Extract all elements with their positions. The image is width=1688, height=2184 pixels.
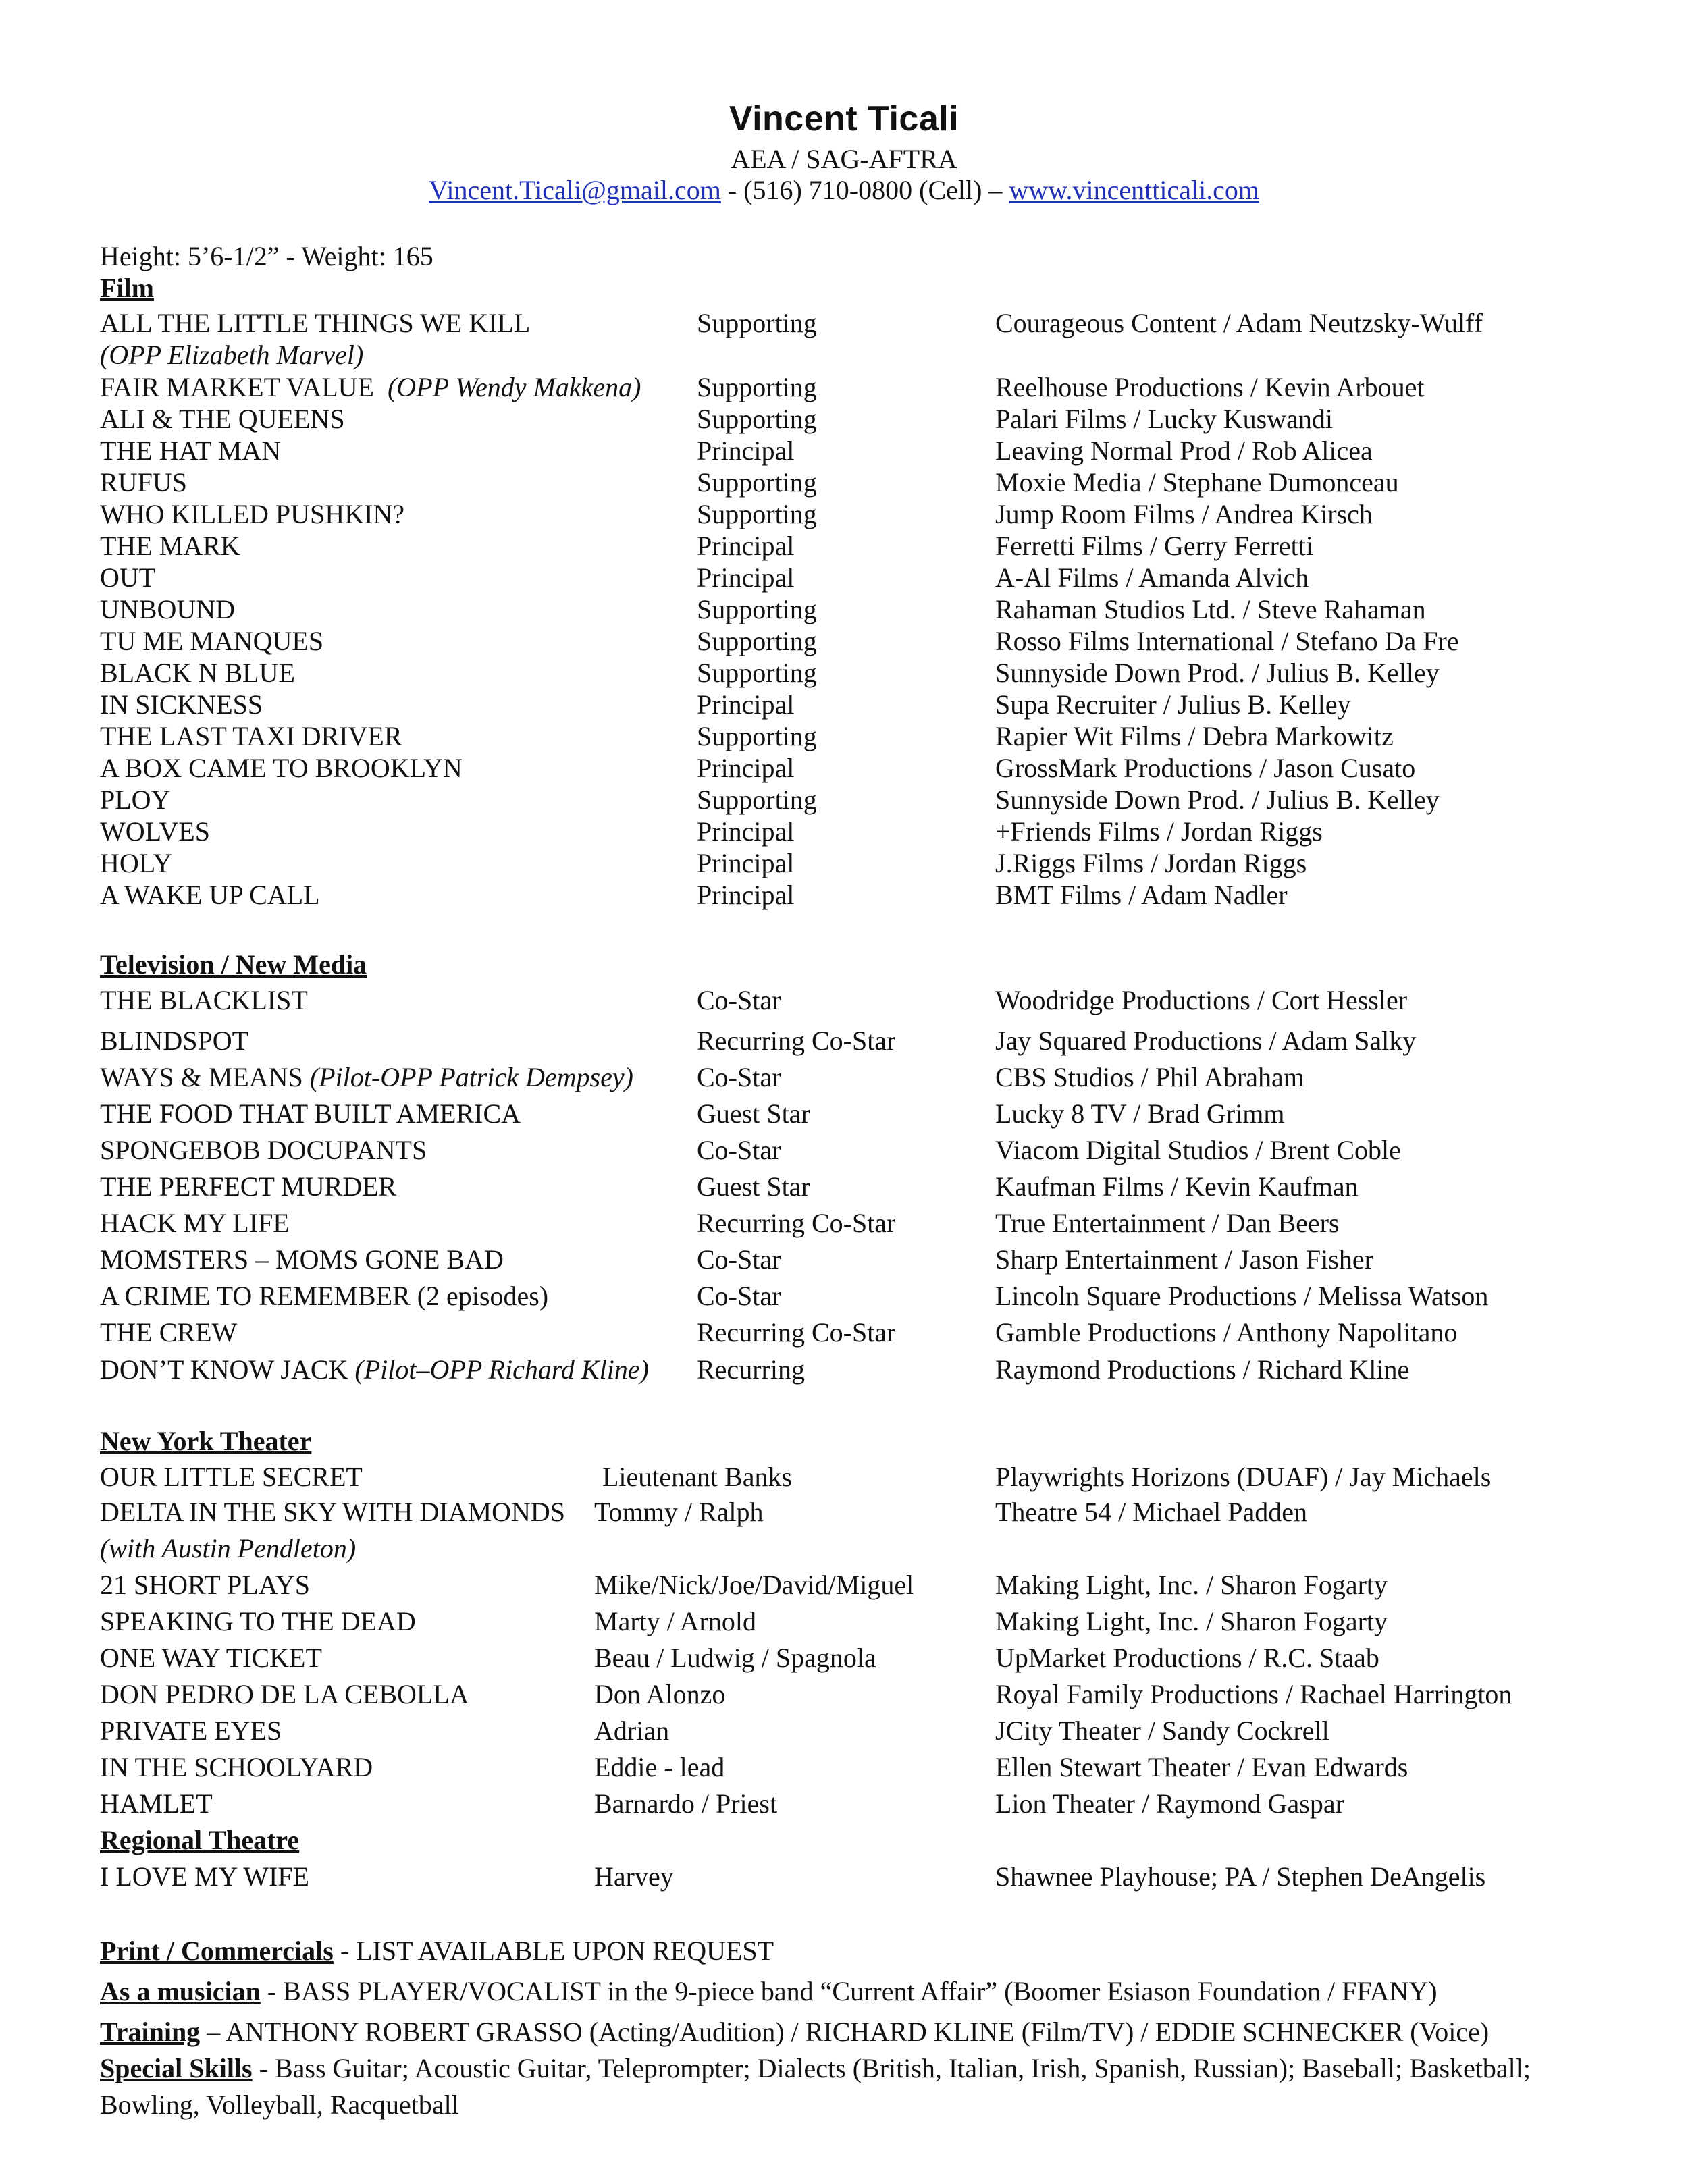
tv-note: (Pilot-OPP Patrick Dempsey) [309,1062,633,1092]
contact-line [0,174,1688,206]
theater-role: Beau / Ludwig / Spagnola [594,1643,876,1673]
film-role: Supporting [697,308,817,338]
film-title: FAIR MARKET VALUE [100,372,374,402]
film-role: Supporting [697,626,817,656]
theater-role: Eddie - lead [594,1752,725,1782]
theater-title: DELTA IN THE SKY WITH DIAMONDS [100,1497,566,1527]
theater-role: Barnardo / Priest [594,1788,778,1819]
tv-company: Viacom Digital Studios / Brent Coble [995,1135,1401,1165]
theater-title: HAMLET [100,1788,213,1819]
tv-row [0,984,1688,1017]
film-row [0,816,1688,848]
theater-company: Lion Theater / Raymond Gaspar [995,1788,1344,1819]
film-title-with-note [100,371,641,403]
film-row [0,657,1688,689]
section-heading-regional: Regional Theatre [100,1825,300,1855]
tv-role: Guest Star [697,1098,810,1129]
film-role: Principal [697,689,795,720]
tv-role: Recurring Co-Star [697,1026,896,1056]
film-row [0,403,1688,435]
film-title: WHO KILLED PUSHKIN? [100,499,405,529]
tv-company: CBS Studios / Phil Abraham [995,1062,1304,1092]
theater-company: Ellen Stewart Theater / Evan Edwards [995,1752,1408,1782]
tv-title: A CRIME TO REMEMBER (2 episodes) [100,1281,549,1311]
theater-note: (with Austin Pendleton) [100,1533,357,1564]
theater-role: Marty / Arnold [594,1606,756,1636]
film-title: THE LAST TAXI DRIVER [100,721,402,751]
theater-title: DON PEDRO DE LA CEBOLLA [100,1679,469,1709]
training-line [100,2016,1592,2048]
tv-role: Co-Star [697,1244,781,1275]
film-role: Principal [697,435,795,466]
tv-title: BLINDSPOT [100,1026,249,1056]
regional-title: I LOVE MY WIFE [100,1861,309,1892]
theater-company: Theatre 54 / Michael Padden [995,1497,1308,1527]
film-company: Sunnyside Down Prod. / Julius B. Kelley [995,658,1440,688]
film-role: Supporting [697,784,817,815]
film-role: Principal [697,816,795,847]
theater-row [0,1751,1688,1784]
theater-company: Royal Family Productions / Rachael Harrington [995,1679,1512,1709]
film-role: Supporting [697,404,817,434]
contact-separator: – [982,175,1009,205]
theater-row [0,1788,1688,1820]
theater-company: Making Light, Inc. / Sharon Fogarty [995,1606,1388,1636]
film-role: Principal [697,562,795,593]
film-title: HOLY [100,848,173,878]
theater-role: Tommy / Ralph [594,1497,764,1527]
theater-company: JCity Theater / Sandy Cockrell [995,1715,1329,1746]
film-company: Sunnyside Down Prod. / Julius B. Kelley [995,784,1440,815]
theater-title: PRIVATE EYES [100,1715,282,1746]
theater-row [0,1642,1688,1674]
film-title: WOLVES [100,816,210,847]
film-row [0,847,1688,880]
film-title: THE MARK [100,531,240,561]
film-company: Supa Recruiter / Julius B. Kelley [995,689,1351,720]
musician-line [100,1975,1592,2007]
special-skills-line [100,2052,1592,2084]
film-company: Jump Room Films / Andrea Kirsch [995,499,1373,529]
film-company: Moxie Media / Stephane Dumonceau [995,467,1399,498]
tv-company: Jay Squared Productions / Adam Salky [995,1026,1417,1056]
tv-row [0,1171,1688,1203]
film-title: PLOY [100,784,171,815]
tv-role: Recurring [697,1354,805,1385]
film-company: Ferretti Films / Gerry Ferretti [995,531,1314,561]
union-affiliation: AEA / SAG-AFTRA [731,144,957,174]
tv-role: Guest Star [697,1171,810,1202]
section-heading-television: Television / New Media [100,949,367,980]
film-role: Principal [697,753,795,783]
contact-separator: - [720,175,744,205]
film-role: Supporting [697,721,817,751]
film-row [0,752,1688,784]
theater-row [0,1496,1688,1528]
film-row [0,689,1688,721]
film-row [0,784,1688,816]
film-title: A WAKE UP CALL [100,880,320,910]
tv-row [0,1098,1688,1130]
film-note: (OPP Elizabeth Marvel) [100,340,364,370]
film-row [0,720,1688,753]
tv-company: Lincoln Square Productions / Melissa Watson [995,1281,1489,1311]
email-link[interactable]: Vincent.Ticali@gmail.com [428,175,721,205]
film-company: Palari Films / Lucky Kuswandi [995,404,1333,434]
film-row [0,435,1688,467]
tv-title: MOMSTERS – MOMS GONE BAD [100,1244,504,1275]
tv-title: SPONGEBOB DOCUPANTS [100,1135,427,1165]
tv-title: DON’T KNOW JACK [100,1354,348,1385]
tv-title-with-note [100,1354,649,1385]
tv-role: Co-Star [697,985,781,1015]
film-title: BLACK N BLUE [100,658,295,688]
film-row [0,498,1688,531]
theater-role: Don Alonzo [594,1679,726,1709]
theater-row [0,1715,1688,1747]
musician-label: As a musician [100,1976,261,2006]
tv-row [0,1244,1688,1276]
website-link[interactable]: www.vincentticali.com [1009,175,1260,205]
tv-row [0,1134,1688,1167]
tv-company: Kaufman Films / Kevin Kaufman [995,1171,1359,1202]
film-title: A BOX CAME TO BROOKLYN [100,753,463,783]
tv-company: Woodridge Productions / Cort Hessler [995,985,1408,1015]
section-heading-film: Film [100,273,154,303]
theater-role: Lieutenant Banks [602,1462,793,1492]
tv-title: THE BLACKLIST [100,985,308,1015]
film-row [0,625,1688,658]
film-row [0,530,1688,562]
film-company: Rahaman Studios Ltd. / Steve Rahaman [995,594,1426,624]
tv-role: Recurring Co-Star [697,1208,896,1238]
film-role: Supporting [697,499,817,529]
phone-number: (516) 710-0800 (Cell) [743,175,982,205]
tv-row [0,1061,1688,1094]
actor-name: Vincent Ticali [729,99,959,138]
tv-company: True Entertainment / Dan Beers [995,1208,1340,1238]
film-title: UNBOUND [100,594,235,624]
film-title: RUFUS [100,467,187,498]
film-note: (OPP Wendy Makkena) [387,372,641,402]
print-commercials-line [100,1935,1592,1967]
tv-row [0,1316,1688,1349]
tv-title: WAYS & MEANS [100,1062,303,1092]
tv-title: THE PERFECT MURDER [100,1171,397,1202]
theater-role: Adrian [594,1715,670,1746]
tv-company: Raymond Productions / Richard Kline [995,1354,1410,1385]
print-label: Print / Commercials [100,1936,334,1966]
theater-company: UpMarket Productions / R.C. Staab [995,1643,1379,1673]
film-row [0,371,1688,404]
film-title: THE HAT MAN [100,435,282,466]
film-company: Rapier Wit Films / Debra Markowitz [995,721,1394,751]
theater-row [0,1605,1688,1638]
theater-row [0,1569,1688,1601]
film-company: Courageous Content / Adam Neutzsky-Wulff [995,308,1483,338]
film-company: J.Riggs Films / Jordan Riggs [995,848,1307,878]
film-row [0,879,1688,911]
theater-title: SPEAKING TO THE DEAD [100,1606,416,1636]
training-label: Training [100,2017,201,2047]
tv-row [0,1280,1688,1312]
skills-text: - Bass Guitar; Acoustic Guitar, Teleprompter; Dialects (British, Italian, Irish, Spanish, Russian); Baseball; Basketball; [252,2053,1531,2083]
film-company: +Friends Films / Jordan Riggs [995,816,1323,847]
regional-role: Harvey [594,1861,674,1892]
tv-role: Co-Star [697,1062,781,1092]
film-row [0,593,1688,626]
theater-title: 21 SHORT PLAYS [100,1570,311,1600]
height-weight: Height: 5’6-1/2” - Weight: 165 [100,241,433,271]
film-company: GrossMark Productions / Jason Cusato [995,753,1416,783]
print-text: - LIST AVAILABLE UPON REQUEST [333,1936,774,1966]
film-title: OUT [100,562,156,593]
film-role: Supporting [697,467,817,498]
tv-title: THE CREW [100,1317,238,1348]
film-company: Reelhouse Productions / Kevin Arbouet [995,372,1425,402]
film-role: Principal [697,880,795,910]
theater-company: Making Light, Inc. / Sharon Fogarty [995,1570,1388,1600]
film-title: ALL THE LITTLE THINGS WE KILL [100,308,531,338]
tv-company: Lucky 8 TV / Brad Grimm [995,1098,1285,1129]
theater-role: Mike/Nick/Joe/David/Miguel [594,1570,914,1600]
theater-row [0,1461,1688,1493]
film-company: Leaving Normal Prod / Rob Alicea [995,435,1373,466]
tv-role: Recurring Co-Star [697,1317,896,1348]
film-role: Supporting [697,594,817,624]
film-row [0,307,1688,340]
skills-label: Special Skills [100,2053,253,2083]
theater-title: IN THE SCHOOLYARD [100,1752,373,1782]
section-heading-theater: New York Theater [100,1426,312,1456]
theater-company: Playwrights Horizons (DUAF) / Jay Michaels [995,1462,1492,1492]
tv-company: Sharp Entertainment / Jason Fisher [995,1244,1373,1275]
film-company: Rosso Films International / Stefano Da Fre [995,626,1459,656]
tv-role: Co-Star [697,1281,781,1311]
tv-row [0,1207,1688,1240]
theater-row [0,1678,1688,1711]
film-role: Supporting [697,372,817,402]
film-row [0,467,1688,499]
tv-title: HACK MY LIFE [100,1208,290,1238]
special-skills-line-2: Bowling, Volleyball, Racquetball [100,2089,459,2120]
tv-company: Gamble Productions / Anthony Napolitano [995,1317,1458,1348]
tv-title: THE FOOD THAT BUILT AMERICA [100,1098,521,1129]
film-role: Supporting [697,658,817,688]
film-title: IN SICKNESS [100,689,263,720]
musician-text: - BASS PLAYER/VOCALIST in the 9-piece band “Current Affair” (Boomer Esiason Foundation / FFANY) [260,1976,1438,2006]
regional-row [0,1861,1688,1893]
tv-note: (Pilot–OPP Richard Kline) [354,1354,649,1385]
film-role: Principal [697,848,795,878]
training-text: – ANTHONY ROBERT GRASSO (Acting/Audition) / RICHARD KLINE (Film/TV) / EDDIE SCHNECKER (Voice) [200,2017,1489,2047]
film-title: TU ME MANQUES [100,626,324,656]
theater-title: OUR LITTLE SECRET [100,1462,363,1492]
film-company: A-Al Films / Amanda Alvich [995,562,1309,593]
tv-title-with-note [100,1061,633,1093]
regional-company: Shawnee Playhouse; PA / Stephen DeAngelis [995,1861,1486,1892]
tv-row [0,1025,1688,1057]
film-company: BMT Films / Adam Nadler [995,880,1288,910]
theater-title: ONE WAY TICKET [100,1643,322,1673]
film-title: ALI & THE QUEENS [100,404,345,434]
film-role: Principal [697,531,795,561]
film-row [0,562,1688,594]
tv-row [0,1354,1688,1386]
tv-role: Co-Star [697,1135,781,1165]
